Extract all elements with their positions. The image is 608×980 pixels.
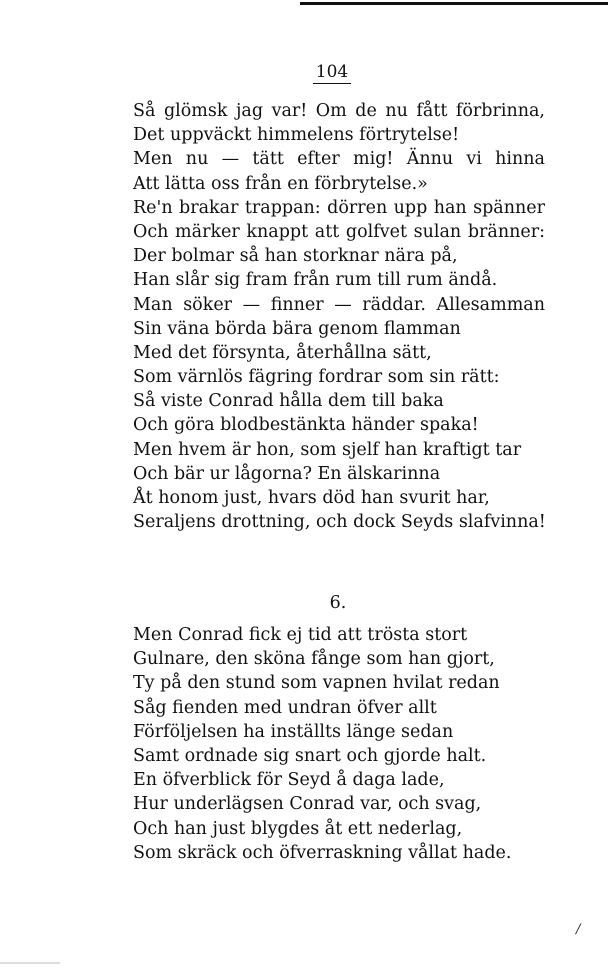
poem-line: Åt honom just, hvars död han svurit har, bbox=[133, 488, 490, 508]
poem-line: Och bär ur lågorna? En älskarinna bbox=[133, 463, 441, 484]
poem-line: Han slår sig fram från rum till rum ändå. bbox=[133, 270, 498, 291]
poem-line: Man söker — finner — räddar. Allesamman bbox=[133, 294, 545, 315]
poem-line: Men hvem är hon, som sjelf han kraftigt tar bbox=[133, 439, 522, 460]
poem-line: Förföljelsen ha inställts länge sedan bbox=[133, 721, 454, 742]
poem-line: Och märker knappt att golfvet sulan bränner: bbox=[133, 221, 545, 242]
poem-stanza-1 bbox=[133, 99, 545, 534]
poem-line: Re'n brakar trappan: dörren upp han spänner bbox=[133, 197, 545, 218]
page-number-text: 104 bbox=[313, 62, 351, 84]
poem-line: Seraljens drottning, och dock Seyds slafvinna! bbox=[133, 512, 546, 533]
poem-line: Som värnlös fägring fordrar som sin rätt: bbox=[133, 367, 500, 388]
poem-line: Ty på den stund som vapnen hvilat redan bbox=[133, 673, 500, 694]
poem-line: Men nu — tätt efter mig! Ännu vi hinna bbox=[133, 149, 545, 170]
poem-line: Det uppväckt himmelens förtrytelse! bbox=[133, 125, 460, 146]
poem-line: Samt ordnade sig snart och gjorde halt. bbox=[133, 745, 487, 766]
poem-line: Der bolmar så han storknar nära på, bbox=[133, 246, 458, 267]
stray-ink-mark: / bbox=[576, 922, 581, 937]
poem-line: Med det försynta, återhållna sätt, bbox=[133, 342, 432, 363]
poem-stanza-2 bbox=[133, 623, 545, 865]
top-border-rule bbox=[300, 2, 608, 5]
poem-line: Så viste Conrad hålla dem till baka bbox=[133, 391, 444, 412]
poem-line: Och han just blygdes åt ett nederlag, bbox=[133, 818, 463, 839]
poem-line: Att lätta oss från en förbrytelse.» bbox=[133, 173, 428, 194]
poem-line: Sin väna börda bära genom flamman bbox=[133, 318, 461, 339]
section-number: 6. bbox=[329, 593, 347, 613]
poem-line: Som skräck och öfverraskning vållat hade. bbox=[133, 842, 512, 863]
poem-line: Och göra blodbestänkta händer spaka! bbox=[133, 415, 479, 436]
poem-line: Så glömsk jag var! Om de nu fått förbrinna, bbox=[133, 101, 545, 121]
poem-line: Men Conrad fick ej tid att trösta stort bbox=[133, 625, 468, 645]
page-edge-shadow bbox=[0, 962, 60, 964]
poem-line: Gulnare, den sköna fånge som han gjort, bbox=[133, 649, 495, 670]
poem-line: Såg fienden med undran öfver allt bbox=[133, 697, 437, 718]
poem-line: En öfverblick för Seyd å daga lade, bbox=[133, 770, 445, 791]
poem-line: Hur underlägsen Conrad var, och svag, bbox=[133, 794, 482, 815]
page-number bbox=[0, 62, 608, 84]
